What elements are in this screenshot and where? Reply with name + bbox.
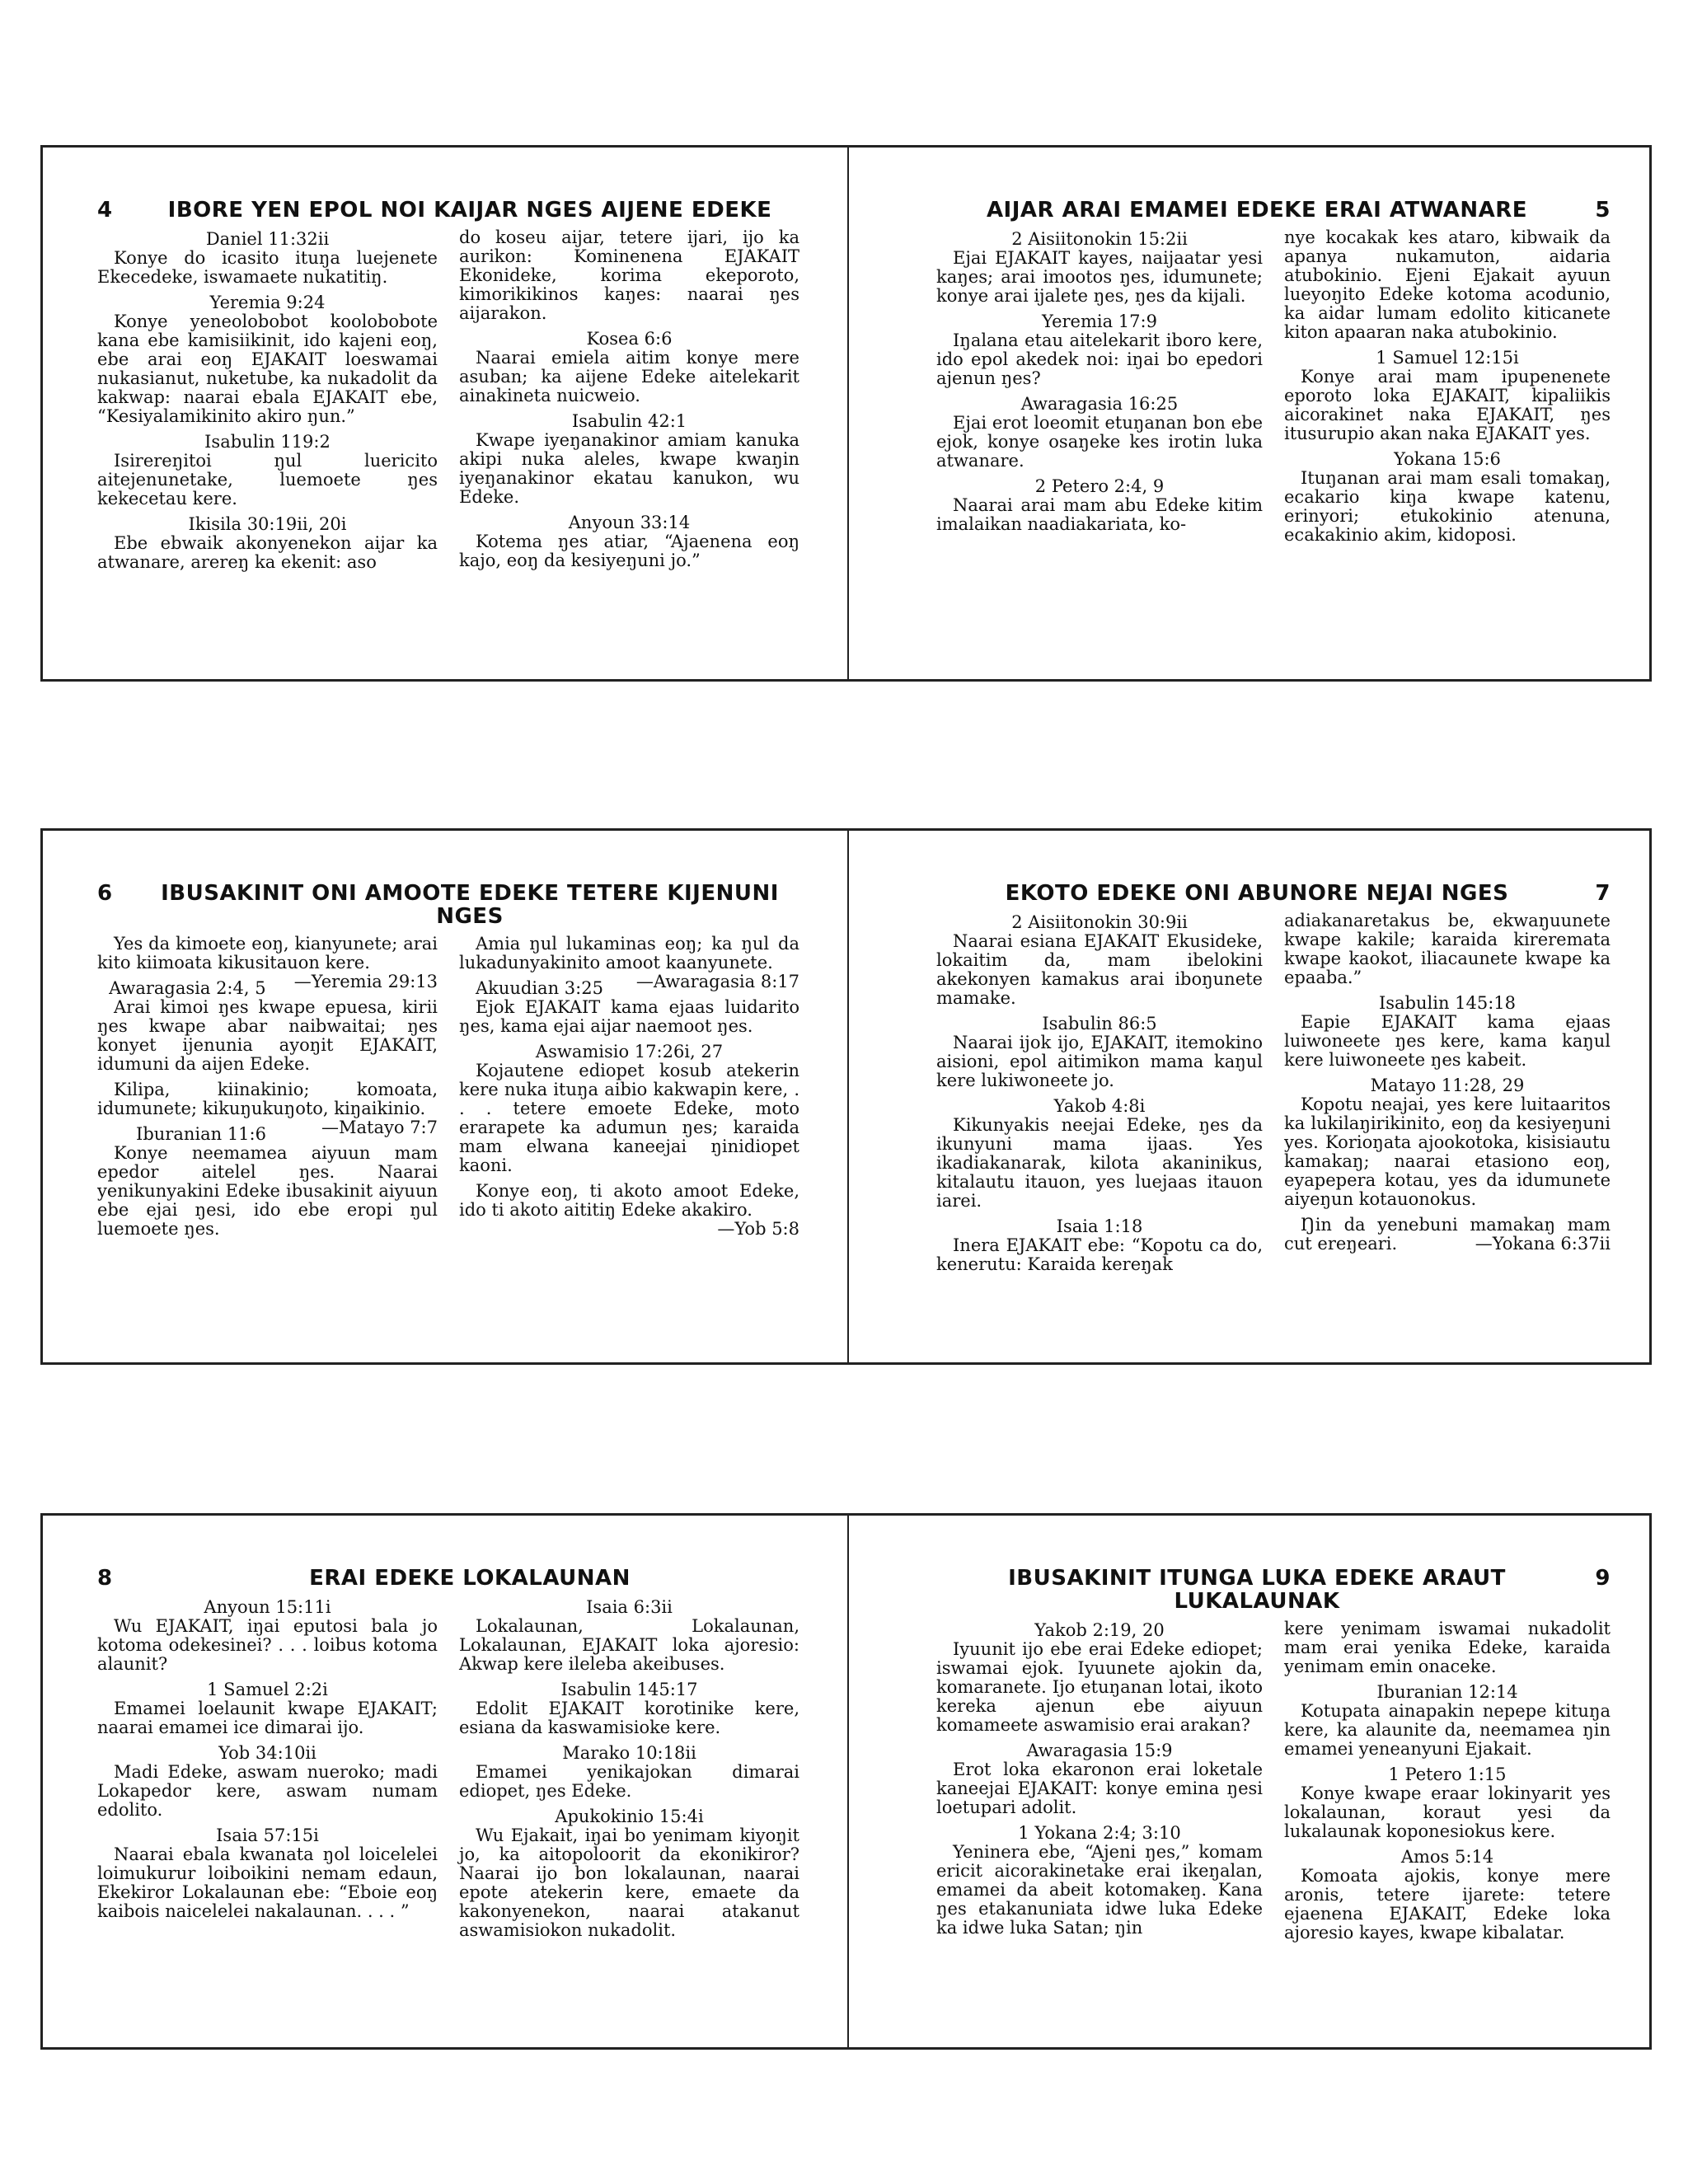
- scripture-text: Edolit EJAKAIT korotinike kere, esiana da kaswamisioke kere.: [459, 1699, 799, 1737]
- scripture-reference: Akuudian 3:25: [475, 978, 603, 998]
- page-title: IBORE YEN EPOL NOI KAIJAR NGES AIJENE EDEKE: [167, 198, 772, 223]
- page-header: [936, 882, 1611, 905]
- text-columns: [97, 228, 799, 579]
- scripture-text: Madi Edeke, aswam nueroko; madi Lokapedor kere, aswam numam edolito.: [97, 1762, 438, 1820]
- scripture-text: Lokalaunan, Lokalaunan, Lokalaunan, EJAKAIT loka ajoresio: Akwap kere ileleba akeibuses.: [459, 1616, 799, 1674]
- scripture-reference: Aswamisio 17:26i, 27: [535, 1042, 724, 1062]
- scripture-citation: —Matayo 7:7: [321, 1118, 438, 1137]
- scripture-reference: Kosea 6:6: [586, 329, 673, 349]
- page-number: 5: [1595, 198, 1611, 223]
- scripture-text: Emamei loelaunit kwape EJAKAIT; naarai emamei ice dimarai ijo.: [97, 1699, 438, 1737]
- scripture-reference: Apukokinio 15:4i: [555, 1807, 704, 1826]
- page-header: [936, 199, 1611, 222]
- scripture-text: Arai kimoi ŋes kwape epuesa, kirii ŋes kwape abar naibwaitai; ŋes konyet ijenunia ayoŋit EJAKAIT, idumuni da aijen Edeke.: [97, 997, 438, 1074]
- scripture-citation: —Awaragasia 8:17: [635, 972, 799, 991]
- scripture-reference: Isabulin 119:2: [204, 432, 331, 452]
- scripture-reference: Awaragasia 2:4, 5: [109, 978, 266, 998]
- page-number: 6: [97, 881, 113, 906]
- scripture-text: Naarai ijok ijo, EJAKAIT, itemokino aisioni, epol aitimikon mama kaŋul kere lukiwoneete jo.: [936, 1033, 1263, 1090]
- scripture-text: Wu EJAKAIT, iŋai eputosi bala jo kotoma odekesinei? . . . loibus kotoma alaunit?: [97, 1616, 438, 1674]
- scripture-reference: 1 Samuel 2:2i: [207, 1680, 328, 1699]
- scripture-citation: —Yeremia 29:13: [293, 972, 438, 991]
- column-right: [459, 228, 799, 579]
- scripture-reference: Matayo 11:28, 29: [1370, 1076, 1525, 1095]
- scripture-text: Eapie EJAKAIT kama ejaas luiwoneete ŋes kere, kama kaŋul kere luiwoneete ŋes kabeit.: [1284, 1012, 1611, 1070]
- page-title: IBUSAKINIT ITUNGA LUKA EDEKE ARAUT LUKALAUNAK: [1008, 1566, 1506, 1614]
- column-left: [936, 228, 1263, 551]
- column-right: [459, 935, 799, 1245]
- scripture-reference: 1 Petero 1:15: [1388, 1765, 1507, 1784]
- page-number: 7: [1595, 881, 1611, 906]
- page-title: EKOTO EDEKE ONI ABUNORE NEJAI NGES: [1005, 881, 1509, 906]
- scripture-reference: 2 Aisiitonokin 15:2ii: [1011, 229, 1188, 249]
- scripture-reference: Marako 10:18ii: [562, 1743, 696, 1763]
- column-left: [97, 935, 438, 1245]
- scripture-reference: Iburanian 11:6: [136, 1124, 266, 1144]
- scripture-reference: Amos 5:14: [1400, 1847, 1494, 1867]
- column-right: [1284, 1619, 1611, 1949]
- page-9: [849, 1516, 1652, 2047]
- scripture-text: Yeninera ebe, “Ajeni ŋes,” komam ericit aicorakinetake erai ikeŋalan, emamei da abeit kotomakeŋ. Kana ŋes etakanuniata idwe luka Edeke ka idwe luka Satan; ŋin: [936, 1842, 1263, 1938]
- scripture-reference: Yokana 15:6: [1394, 449, 1501, 469]
- scripture-citation: —Yob 5:8: [717, 1219, 799, 1239]
- text-columns: [936, 228, 1611, 551]
- scripture-text: Wu Ejakait, iŋai bo yenimam kiyoŋit jo, ka aitopoloorit da ekonikiror? Naarai ijo bon lokalaunan, naarai epote atekerin kere, emaete da kakonyenekon, naarai atakanut aswamisiokon nukadolit.: [459, 1825, 799, 1940]
- scripture-reference: Daniel 11:32ii: [205, 229, 330, 249]
- scripture-text: Emamei yenikajokan dimarai ediopet, ŋes Edeke.: [459, 1762, 799, 1801]
- scripture-text: Kopotu neajai, yes kere luitaaritos ka lukilaŋirikinito, eoŋ da kesiyeŋuni yes. Korioŋata ajookotoka, kisisiautu kamakaŋ; naarai etasiono eoŋ, eyapepera kotau, yes da idumunete aiyeŋun kotauonokus.: [1284, 1094, 1611, 1209]
- page-5: [849, 148, 1652, 679]
- scripture-reference: Isabulin 145:17: [560, 1680, 698, 1699]
- scripture-text: nye kocakak kes ataro, kibwaik da apanya nukamuton, aidaria atubokinio. Ejeni Ejakait ayuun lueyoŋito Edeke kotoma acodunio, ka aidar lumam edolito kiticanete kiton apaaran naka atubokinio.: [1284, 227, 1611, 342]
- scripture-reference: Isaia 1:18: [1056, 1216, 1143, 1236]
- scripture-text: Konye yeneolobobot koolobobote kana ebe kamisiikinit, ido kajeni eoŋ, ebe arai eoŋ EJAKAIT loeswamai nukasianut, nuketube, ka nukadolit da kakwap: naarai ebala EJAKAIT ebe, “Kesiyalamikinito akiro ŋun.”: [97, 312, 438, 426]
- scripture-reference: Yeremia 9:24: [209, 293, 326, 312]
- spread-panel-1: [40, 145, 1652, 682]
- scripture-reference: Ikisila 30:19ii, 20i: [188, 514, 347, 534]
- scripture-text-body: Kilipa, kiinakinio; komoata, idumunete; kikuŋukuŋoto, kiŋaikinio.: [97, 1080, 438, 1118]
- column-left: [936, 912, 1263, 1281]
- scripture-reference: Isaia 6:3ii: [586, 1597, 673, 1617]
- scripture-reference: Awaragasia 15:9: [1026, 1741, 1173, 1760]
- page-header: [97, 882, 799, 928]
- scripture-reference: 2 Petero 2:4, 9: [1034, 476, 1165, 496]
- scripture-reference: 1 Yokana 2:4; 3:10: [1018, 1823, 1181, 1843]
- scripture-text: adiakanaretakus be, ekwaŋuunete kwape kakile; karaida kireremata kwape kaokot, iliacaunete kwape ka epaaba.”: [1284, 911, 1611, 987]
- page-number: 8: [97, 1566, 113, 1591]
- scripture-reference: Anyoun 33:14: [568, 513, 691, 532]
- scripture-text: [459, 1181, 799, 1239]
- scripture-text: Naarai arai mam abu Edeke kitim imalaikan naadiakariata, ko-: [936, 495, 1263, 534]
- scripture-reference: Yeremia 17:9: [1042, 312, 1157, 331]
- scripture-text: Kotema ŋes atiar, “Ajaenena eoŋ kajo, eoŋ da kesiyeŋuni jo.”: [459, 532, 799, 570]
- column-right: [459, 1596, 799, 1947]
- column-left: [97, 1596, 438, 1947]
- scripture-text: Naarai esiana EJAKAIT Ekusideke, lokaitim da, mam ibelokini akekonyen kamakus arai iboŋunete mamake.: [936, 931, 1263, 1008]
- scripture-reference: Yakob 4:8i: [1053, 1096, 1146, 1116]
- column-left: [97, 228, 438, 579]
- scripture-reference: Awaragasia 16:25: [1020, 394, 1179, 414]
- scripture-text: Ejai erot loeomit etuŋanan bon ebe ejok, konye osaŋeke kes irotin luka atwanare.: [936, 413, 1263, 471]
- scripture-text: Ituŋanan arai mam esali tomakaŋ, ecakario kiŋa kwape katenu, erinyori; etukokinio atenuna, ecakakinio akim, kidoposi.: [1284, 468, 1611, 545]
- page-title: IBUSAKINIT ONI AMOOTE EDEKE TETERE KIJENUNI NGES: [161, 881, 779, 929]
- column-left: [936, 1619, 1263, 1949]
- scripture-text: [1284, 1216, 1611, 1254]
- scripture-text-body: Ŋin da yenebuni mamakaŋ mam cut ereŋeari.: [1284, 1215, 1611, 1254]
- scripture-text: Ejok EJAKAIT kama ejaas luidarito ŋes, kama ejai aijar naemoot ŋes.: [459, 997, 799, 1036]
- scripture-text: Konye neemamea aiyuun mam epedor aitelel ŋes. Naarai yenikunyakini Edeke ibusakinit aiyuun ebe ejai ŋesi, ido ebe eropi ŋul luemoete ŋes.: [97, 1143, 438, 1239]
- page-header: [97, 199, 799, 222]
- scripture-reference: Yakob 2:19, 20: [1034, 1620, 1165, 1640]
- page-7: [849, 831, 1652, 1362]
- scripture-text: Konye do icasito ituŋa luejenete Ekecedeke, iswamaete nukatitiŋ.: [97, 248, 438, 287]
- column-right: [1284, 912, 1611, 1281]
- scripture-text: Iŋalana etau aitelekarit iboro kere, ido epol akedek noi: iŋai bo epedori ajenun ŋes?: [936, 330, 1263, 388]
- scripture-text: kere yenimam iswamai nukadolit mam erai yenika Edeke, karaida yenimam emin onaceke.: [1284, 1619, 1611, 1676]
- scripture-reference: Isaia 57:15i: [216, 1825, 319, 1845]
- text-columns: [97, 935, 799, 1245]
- scripture-text: Konye kwape eraar lokinyarit yes lokalaunan, koraut yesi da lukalaunak koponesiokus kere.: [1284, 1783, 1611, 1841]
- spread-panel-3: [40, 1513, 1652, 2050]
- scripture-text-body: Yes da kimoete eoŋ, kianyunete; arai kito kiimoata kikusitauon kere.: [97, 934, 438, 972]
- page-8: [43, 1516, 847, 2047]
- column-right: [1284, 228, 1611, 551]
- page-title: AIJAR ARAI EMAMEI EDEKE ERAI ATWANARE: [986, 198, 1528, 223]
- scripture-text: Kikunyakis neejai Edeke, ŋes da ikunyuni mama ijaas. Yes ikadiakanarak, kilota akaninikus, kitalautu itauon, yes luejaas itauon iarei.: [936, 1115, 1263, 1211]
- text-columns: [936, 1619, 1611, 1949]
- scripture-reference: Anyoun 15:11i: [204, 1597, 331, 1617]
- scripture-reference: Yob 34:10ii: [218, 1743, 316, 1763]
- scripture-text: Komoata ajokis, konye mere aronis, tetere ijarete: tetere ejaenena EJAKAIT, Edeke loka ajoresio kayes, kwape kibalatar.: [1284, 1866, 1611, 1943]
- page-6: [43, 831, 847, 1362]
- scripture-text: Inera EJAKAIT ebe: “Kopotu ca do, kenerutu: Karaida kereŋak: [936, 1235, 1263, 1274]
- text-columns: [936, 912, 1611, 1281]
- scripture-reference: Isabulin 42:1: [571, 411, 687, 431]
- scripture-reference: Isabulin 145:18: [1378, 993, 1517, 1013]
- page-number: 4: [97, 198, 113, 223]
- text-columns: [97, 1596, 799, 1947]
- scripture-text: Konye arai mam ipupenenete eporoto loka EJAKAIT, kipaliikis aicorakinet naka EJAKAIT, ŋes itusurupio akan naka EJAKAIT yes.: [1284, 367, 1611, 443]
- page-header: [97, 1567, 799, 1590]
- scripture-text: Ebe ebwaik akonyenekon aijar ka atwanare, arereŋ ka ekenit: aso: [97, 533, 438, 572]
- scripture-text: Erot loka ekaronon erai loketale kaneejai EJAKAIT: konye emina ŋesi loetupari adolit.: [936, 1760, 1263, 1817]
- scripture-reference: 2 Aisiitonokin 30:9ii: [1011, 912, 1188, 932]
- scripture-text-body: Konye eoŋ, ti akoto amoot Edeke, ido ti akoto aititiŋ Edeke akakiro.: [459, 1181, 799, 1220]
- scripture-text: Kwape iyeŋanakinor amiam kanuka akipi nuka aleles, kwape kwaŋin iyeŋanakinor ekatau kanukon, wu Edeke.: [459, 430, 799, 507]
- scripture-reference: Iburanian 12:14: [1376, 1682, 1518, 1702]
- scripture-text: Naarai ebala kwanata ŋol loicelelei loimukurur loiboikini nemam edaun, Ekekiror Lokalaunan ebe: “Eboie eoŋ kaibois naicelelei nakalaunan. . . . ”: [97, 1844, 438, 1921]
- spread-panel-2: [40, 828, 1652, 1365]
- scripture-text: Naarai emiela aitim konye mere asuban; ka aijene Edeke aitelekarit ainakineta nuicweio.: [459, 348, 799, 405]
- scripture-text: Kojautene ediopet kosub atekerin kere nuka ituŋa aibio kakwapin kere, . . . tetere emoete Edeke, moto erarapete ka adumun ŋes; karaida mam elwana kaneejai ŋinidiopet kaoni.: [459, 1061, 799, 1175]
- scripture-text: do koseu aijar, tetere ijari, ijo ka aurikon: Kominenena EJAKAIT Ekonideke, korima ekeporoto, kimorikikinos kaŋes: naarai ŋes aijarakon.: [459, 227, 799, 323]
- scripture-text: Iyuunit ijo ebe erai Edeke ediopet; iswamai ejok. Iyuunete ajokin da, komaranete. Ijo etuŋanan lotai, ikoto kereka ajenun ebe aiyuun komameete aswamisio erai arakan?: [936, 1639, 1263, 1735]
- page-header: [936, 1567, 1611, 1613]
- scripture-citation: —Yokana 6:37ii: [1475, 1234, 1611, 1254]
- scripture-text: Ejai EJAKAIT kayes, naijaatar yesi kaŋes; arai imootos ŋes, idumunete; konye arai ijalete ŋes, ŋes da kijali.: [936, 248, 1263, 306]
- page-title: ERAI EDEKE LOKALAUNAN: [309, 1566, 631, 1591]
- scripture-reference: 1 Samuel 12:15i: [1376, 348, 1519, 368]
- scripture-text-body: Amia ŋul lukaminas eoŋ; ka ŋul da lukadunyakinito amoot kaanyunete.: [459, 934, 799, 972]
- scripture-reference: Isabulin 86:5: [1042, 1014, 1157, 1033]
- scripture-text: Isirereŋitoi ŋul luericito aitejenunetake, luemoete ŋes kekecetau kere.: [97, 451, 438, 509]
- page-number: 9: [1595, 1566, 1611, 1591]
- scripture-text: Kotupata ainapakin nepepe kituŋa kere, ka alaunite da, neemamea ŋin emamei yeneanyuni Ejakait.: [1284, 1701, 1611, 1759]
- page-4: [43, 148, 847, 679]
